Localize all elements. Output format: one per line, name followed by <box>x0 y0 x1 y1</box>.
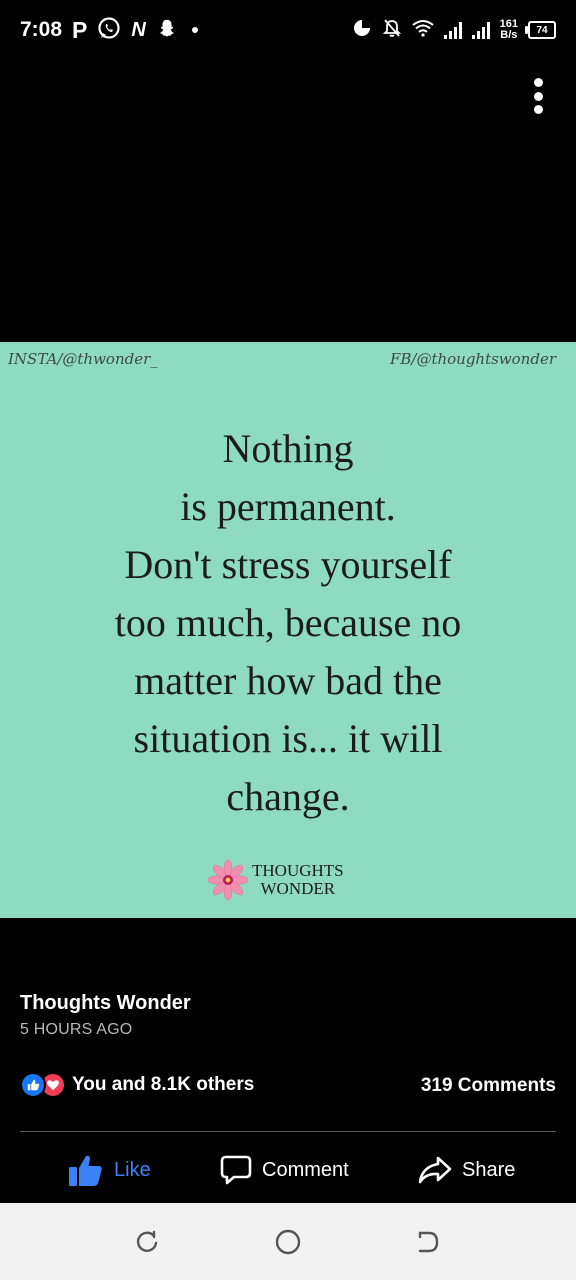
more-notifications-dot <box>192 27 198 33</box>
more-options-icon[interactable] <box>530 78 546 114</box>
flower-icon <box>208 860 248 900</box>
signal-icon-sim2 <box>472 21 490 39</box>
like-reaction-icon <box>20 1072 46 1098</box>
quote-line: Nothing <box>222 426 354 471</box>
reactions-summary[interactable] <box>20 1072 254 1098</box>
quote-line: matter how bad the <box>134 658 442 703</box>
system-nav-bar <box>0 1203 576 1280</box>
back-icon[interactable] <box>415 1229 441 1255</box>
post-image[interactable] <box>0 342 576 918</box>
data-saver-icon <box>352 18 372 43</box>
quote-line: situation is... it will <box>133 716 443 761</box>
snapchat-icon <box>156 17 178 44</box>
bell-muted-icon <box>382 18 402 43</box>
news-app-icon: N <box>131 18 146 41</box>
quote-line: too much, because no <box>114 600 462 645</box>
quote-text <box>0 420 576 826</box>
recent-apps-icon[interactable] <box>134 1229 160 1255</box>
share-icon <box>418 1155 452 1185</box>
quote-line: change. <box>226 774 350 819</box>
quote-line: Don't stress yourself <box>124 542 452 587</box>
clock: 7:08 <box>20 18 63 41</box>
brand-name: THOUGHTS WONDER <box>252 861 344 898</box>
watermark-facebook: FB/@thoughtswonder <box>389 350 556 368</box>
like-button[interactable]: Like <box>68 1148 151 1192</box>
quote-line: is permanent. <box>180 484 396 529</box>
comments-count[interactable]: 319 Comments <box>420 1075 556 1096</box>
reactions-count: You and 8.1K others <box>72 1074 255 1095</box>
comment-icon <box>220 1154 252 1186</box>
network-speed: 161 B/s <box>499 18 518 41</box>
signal-icon-sim1 <box>444 21 462 39</box>
comment-button[interactable]: Comment <box>220 1148 349 1192</box>
parking-app-icon: P <box>72 16 88 43</box>
thumbs-up-icon <box>68 1153 104 1187</box>
post-timestamp: 5 HOURS AGO <box>20 1021 133 1038</box>
watermark-instagram: INSTA/@thwonder_ <box>8 350 158 368</box>
home-icon[interactable] <box>275 1229 301 1255</box>
status-bar <box>0 0 576 60</box>
divider <box>20 1131 556 1132</box>
brand-logo <box>208 860 344 900</box>
post-author[interactable]: Thoughts Wonder <box>20 992 191 1014</box>
post-actions <box>0 1148 576 1192</box>
wifi-icon <box>412 19 434 42</box>
whatsapp-icon <box>97 16 121 45</box>
battery-icon: 74 <box>528 21 556 39</box>
share-button[interactable]: Share <box>418 1148 515 1192</box>
